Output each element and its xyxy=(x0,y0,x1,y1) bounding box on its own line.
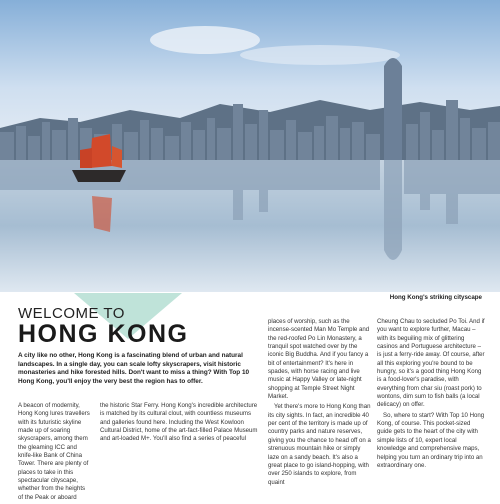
intro-paragraph: A city like no other, Hong Kong is a fascinating blend of urban and natural landscapes. In a single day, you can scale lofty skyscrapers, visit historic monasteries and hike forested hills. Don't want to miss a thing? With Top 10 Hong Kong, you'll enjoy the very best the region has to offer. xyxy=(18,352,250,386)
paragraph: Cheung Chau to secluded Po Toi. And if you want to explore further, Macau – with its beguiling mix of glittering casinos and Portuguese architecture – is just a ferry-ride away. Of course, after all this exploring you're bound to be hungry, so it's a good thing Hong Kong is a food-lover's paradise, with everything from char siu (roast pork) to wontons, dim sum to fish balls (a local delicacy) on offer. xyxy=(377,318,485,409)
body-column-4 xyxy=(377,318,485,472)
page-title: HONG KONG xyxy=(18,320,189,348)
paragraph: So, where to start? With Top 10 Hong Kong, of course. This pocket-sized guide gets to the heart of the city with simple lists of 10, expert local knowledge and comprehensive maps, helping you turn an ordinary trip into an extraordinary one. xyxy=(377,411,485,469)
section-kicker: WELCOME TO xyxy=(18,305,125,322)
paragraph: the historic Star Ferry. Hong Kong's incredible architecture is matched by its cultural clout, with countless museums and galleries found here. Including the West Kowloon Cultural District, home of the art-fact-filled Palace Museum and art-loaded M+. You'll also find a series of peaceful xyxy=(100,402,258,443)
photo-caption: Hong Kong's striking cityscape xyxy=(389,294,482,301)
body-column-3 xyxy=(268,318,372,489)
paragraph: A beacon of modernity, Hong Kong lures travellers with its futuristic skyline made up of soaring skyscrapers, among them the gleaming ICC and knife-like Bank of China Tower. There are plenty of places to take in this spectacular cityscape, whether from the heights of the Peak or aboard xyxy=(18,402,90,501)
paragraph: Yet there's more to Hong Kong than its city sights. In fact, an incredible 40 per cent of the territory is made up of country parks and nature reserves, giving you the chance to head off on a strenuous mountain hike or simply laze on a sandy beach. It's also a great place to go island-hopping, with over 250 islands to explore, from quaint xyxy=(268,403,371,486)
body-column-1 xyxy=(18,402,90,504)
paragraph: places of worship, such as the incense-scented Man Mo Temple and the red-roofed Po Lin Monastery, a tranquil spot watched over by the iconic Big Buddha. And if you fancy a bit of entertainment? It's here in spades, with horse racing and live music at Happy Valley or late-night shopping at Temple Street Night Market. xyxy=(268,318,370,401)
body-column-2 xyxy=(100,402,260,446)
